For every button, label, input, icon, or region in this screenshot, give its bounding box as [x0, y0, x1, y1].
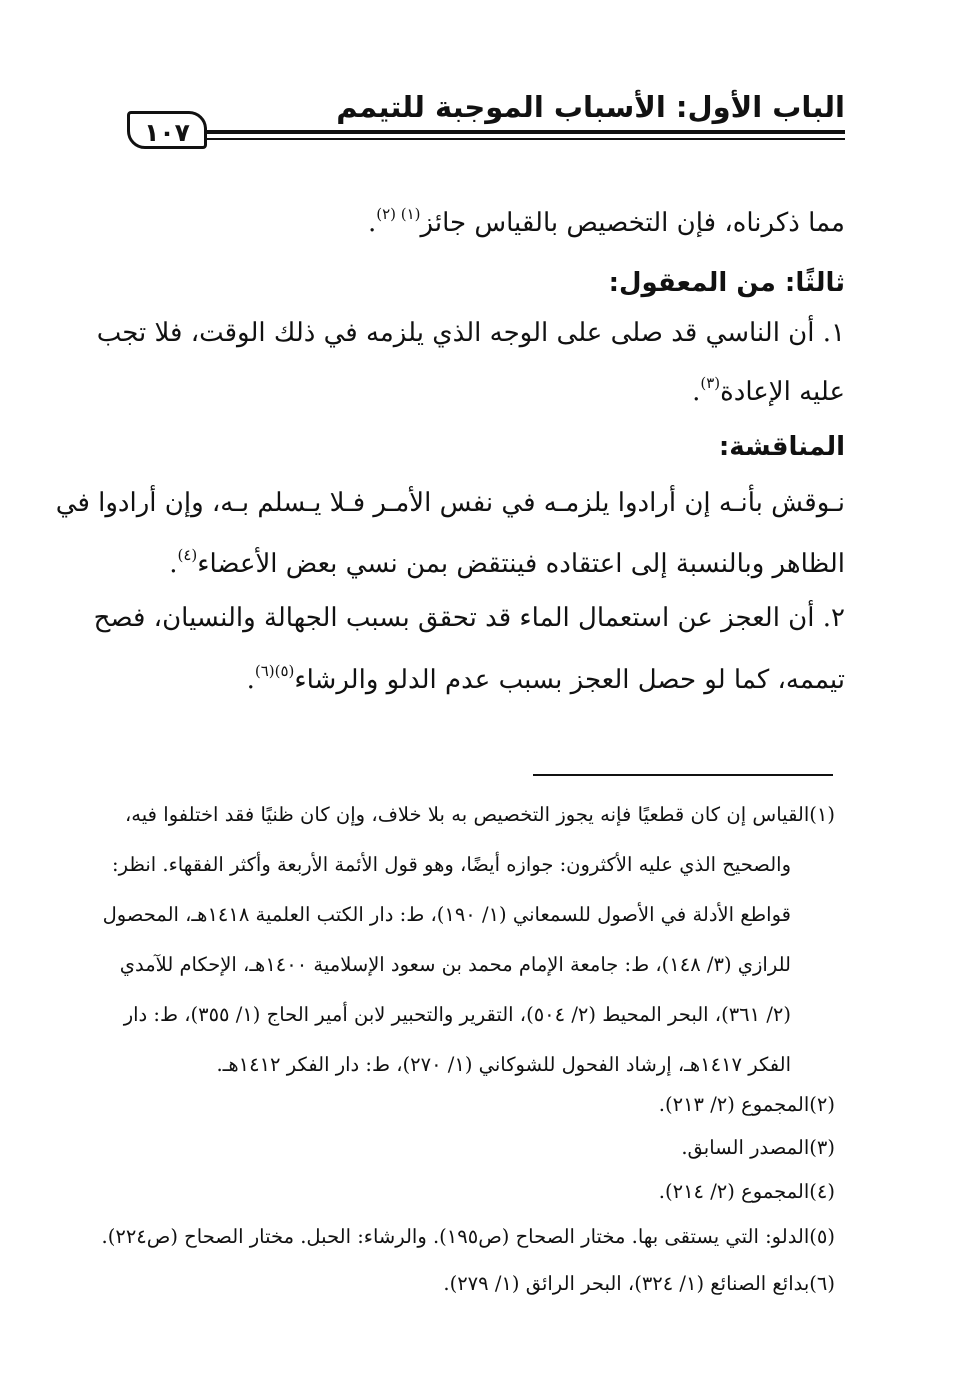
- item-2-line-1: ٢. أن العجز عن استعمال الماء قد تحقق بسبب الجهالة والنسيان، فصح: [93, 603, 845, 633]
- period: .: [692, 377, 701, 407]
- item-1-line-2: [127, 374, 845, 407]
- footnote-number: (٢): [809, 1093, 835, 1116]
- footnote-separator: [533, 774, 833, 776]
- paragraph-text: مما ذكرناه، فإن التخصيص بالقياس جائز: [420, 208, 845, 238]
- header-rule-thin: [205, 138, 845, 140]
- footnote-number: (٥): [809, 1225, 835, 1248]
- period: .: [367, 208, 377, 238]
- footnote-1-line-4: للرازي (٣/ ١٤٨)، ط: جامعة الإمام محمد بن سعود الإسلامية ١٤٠٠هـ، الإحكام للآمدي: [119, 953, 791, 976]
- footnote-2: [125, 1093, 835, 1116]
- footnote-text: القياس إن كان قطعيًا فإنه يجوز التخصيص به بلا خلاف، وإن كان ظنيًا فقد اختلفوا فيه،: [125, 803, 810, 826]
- footnote-1-line-6: الفكر ١٤١٧هـ، إرشاد الفحول للشوكاني (١/ ٢٧٠)، ط: دار الفكر ١٤١٢هـ.: [216, 1053, 791, 1076]
- footnote-1-line-5: (٢/ ٣٦١)، البحر المحيط (٢/ ٥٠٤)، التقرير والتحبير لابن أمير الحاج (١/ ٣٥٥)، ط: دار: [123, 1003, 791, 1026]
- footnote-ref: (٤): [177, 546, 198, 564]
- footnote-4: [125, 1180, 835, 1203]
- chapter-title: الباب الأول: الأسباب الموجبة للتيمم: [336, 90, 845, 124]
- footnote-6: [125, 1272, 835, 1295]
- page-number: ١٠٧: [127, 111, 207, 149]
- footnote-text: بدائع الصنائع (١/ ٣٢٤)، البحر الرائق (١/ ٢٧٩).: [443, 1272, 810, 1295]
- discussion-line-1: نـوقش بأنـه إن أرادوا يلزمـه في نفس الأمـر فـلا يـسلم بـه، وإن أرادوا في: [55, 488, 845, 518]
- item-2-text: تيممه، كما لو حصل العجز بسبب عدم الدلو والرشاء: [294, 665, 845, 695]
- period: .: [246, 665, 255, 695]
- header-rule: [205, 130, 845, 134]
- footnote-1-line-3: قواطع الأدلة في الأصول للسمعاني (١/ ١٩٠)، ط: دار الكتب العلمية ١٤١٨هـ، المحصول: [102, 903, 791, 926]
- section-heading-discussion: المناقشة:: [718, 432, 845, 462]
- discussion-line-2: [127, 546, 845, 579]
- paragraph-continuation: [127, 205, 845, 238]
- footnote-ref: (٣): [700, 374, 721, 392]
- footnote-1-line-1: [125, 803, 835, 826]
- period: .: [169, 549, 178, 579]
- footnote-number: (٦): [809, 1272, 835, 1295]
- footnote-text: المصدر السابق.: [681, 1136, 810, 1159]
- item-1-text: عليه الإعادة: [720, 377, 845, 407]
- footnote-text: الدلو: التي يستقى بها. مختار الصحاح (ص١٩٥). والرشاء: الحبل. مختار الصحاح (ص٢٢٤).: [101, 1225, 810, 1248]
- footnote-1-line-2: والصحيح الذي عليه الأكثرون: جوازه أيضًا، وهو قول الأئمة الأربعة وأكثر الفقهاء. انظر:: [112, 853, 791, 876]
- footnote-ref: (٥)(٦): [254, 662, 295, 680]
- footnote-5: [101, 1225, 835, 1248]
- item-1-line-1: ١. أن الناسي قد صلى على الوجه الذي يلزمه في ذلك الوقت، فلا تجب: [96, 318, 845, 348]
- section-heading-rational-evidence: ثالثًا: من المعقول:: [608, 268, 845, 298]
- footnote-ref: (١) (٢): [376, 205, 421, 223]
- footnote-3: [125, 1136, 835, 1159]
- footnote-number: (٤): [809, 1180, 835, 1203]
- discussion-text: الظاهر وبالنسبة إلى اعتقاده فينتقض بمن نسي بعض الأعضاء: [197, 549, 845, 579]
- footnote-number: (٣): [809, 1136, 835, 1159]
- footnote-number: (١): [809, 803, 835, 826]
- footnote-text: المجموع (٢/ ٢١٤).: [658, 1180, 810, 1203]
- item-2-line-2: [127, 662, 845, 695]
- footnote-text: المجموع (٢/ ٢١٣).: [658, 1093, 810, 1116]
